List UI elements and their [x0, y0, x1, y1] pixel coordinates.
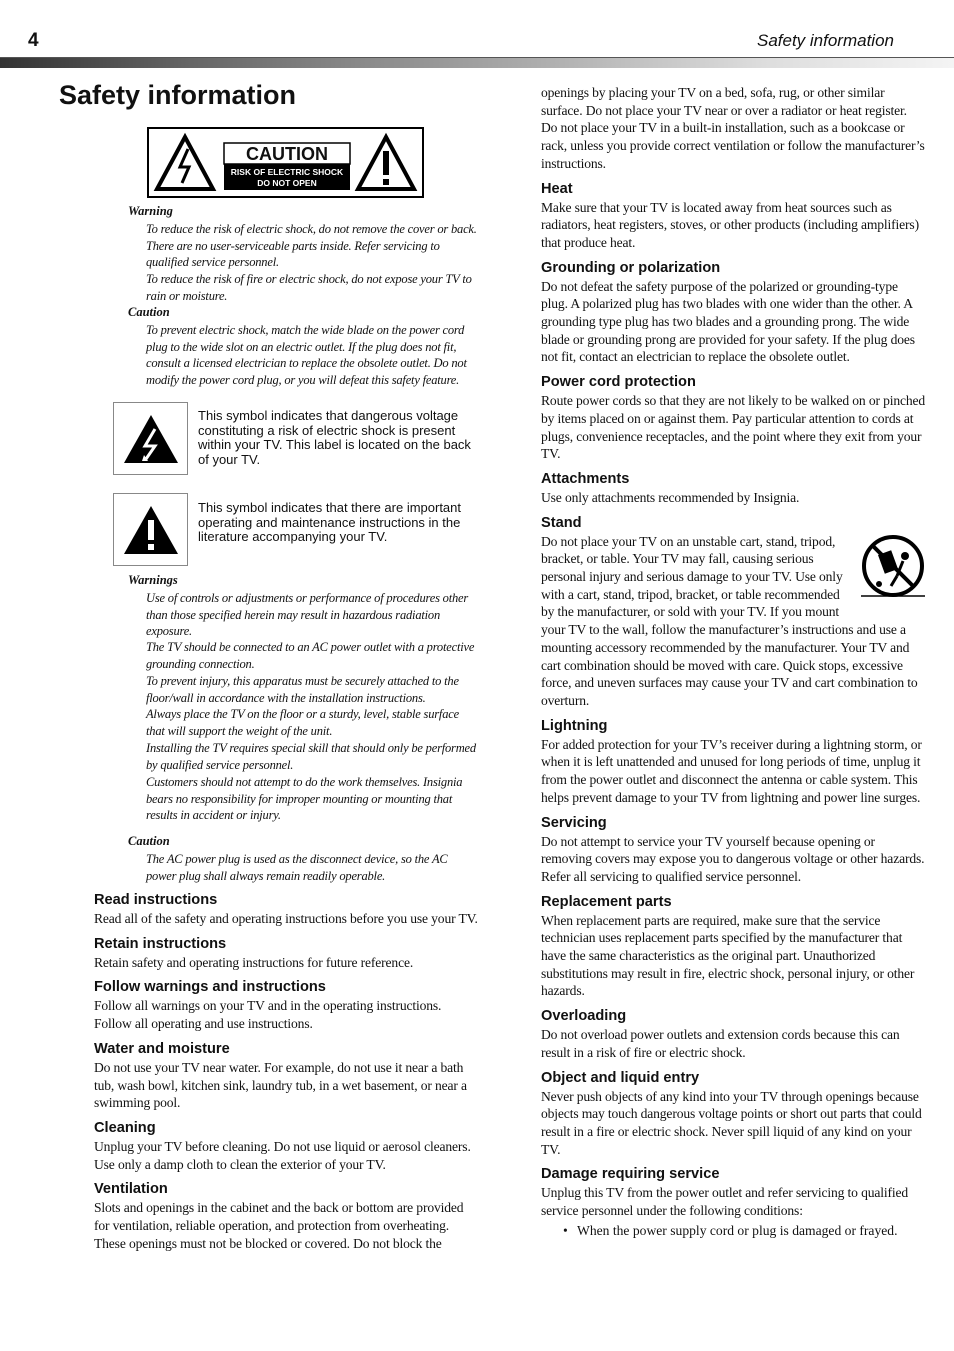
section-title: Damage requiring service [541, 1166, 720, 1183]
warning-label: Warning [128, 204, 173, 218]
warning-text-2: To reduce the risk of fire or electric shock, do not expose your TV to rain or moisture. [146, 272, 472, 303]
section-grounding [541, 259, 926, 367]
section-title: Ventilation [94, 1181, 168, 1198]
page-title: Safety information [59, 80, 297, 110]
page-number: 4 [28, 30, 39, 51]
section-title: Replacement parts [541, 893, 672, 910]
section-text: Never push objects of any kind into your TV through openings because objects may touch dangerous voltage points or short out parts that could result in a fire or electric shock. Never spill liquid of any kind on your TV. [541, 1088, 922, 1157]
section-servicing [541, 814, 926, 886]
warnings-text-6: Customers should not attempt to do the work themselves. Insignia bears no responsibility for improper mounting or mounting that results in accident or injury. [146, 775, 463, 823]
section-text: Make sure that your TV is located away from heat sources such as radiators, heat registers, stoves, or other products (including amplifiers) that produce heat. [541, 199, 919, 250]
section-title: Lightning [541, 717, 608, 734]
section-title: Cleaning [94, 1119, 156, 1136]
section-overloading [541, 1007, 926, 1061]
stand-text-narrow: Do not place your TV on an unstable cart, stand, tripod, bracket, or table. Your TV may fall, causing serious personal injury and serious damage to your TV. Use only with a cart, stand, tripod, bracket, or table recommended by the manufacturer, or sold with your TV. If you mount [541, 533, 843, 620]
ventilation-continued-text: openings by placing your TV on a bed, sofa, rug, or other similar surface. Do not place your TV near or over a radiator or heat register. Do not place your TV in a built-in installation, such as a bookcase or rack, unless you provide correct ventilation or follow the manufacturer’s instructions. [541, 85, 925, 171]
section-ventilation [94, 1180, 482, 1252]
section-title: Heat [541, 180, 573, 197]
section-text: Follow all warnings on your TV and in the operating instructions. Follow all operating and use instructions. [94, 998, 442, 1032]
section-object-liquid [541, 1069, 926, 1159]
section-replacement-parts [541, 893, 926, 1001]
lightning-symbol-box [113, 402, 188, 475]
section-text: Do not use your TV near water. For example, do not use it near a bath tub, wash bowl, kitchen sink, laundry tub, in a wet basement, or near a swimming pool. [94, 1059, 467, 1111]
section-read-instructions [94, 891, 482, 928]
section-text: Slots and openings in the cabinet and the back or bottom are provided for ventilation, reliable operation, and protection from overheating. These openings must not be blocked or covered. Do not block the [94, 1200, 464, 1251]
warnings-text-1: Use of controls or adjustments or performance of procedures other than those specified herein may result in hazardous radiation exposure. [146, 591, 469, 639]
warnings-text-2: The TV should be connected to an AC power outlet with a protective grounding connection. [146, 640, 475, 671]
section-text: Do not defeat the safety purpose of the polarized or grounding-type plug. A polarized plug has two blades with one wider than the other. A grounding type plug has two blades and a grounding prong. The wide blade or grounding prong are provided for your safety. If the plug does not fit, contact an electrician to replace the obsolete outlet. [541, 278, 915, 365]
lightning-symbol-description: This symbol indicates that dangerous voltage constituting a risk of electric shock is present within your TV. This label is located on the back of your TV. [198, 408, 471, 468]
section-stand [541, 514, 926, 710]
section-text: Do not overload power outlets and extension cords because this can result in a risk of fire or electric shock. [541, 1027, 900, 1060]
section-cleaning [94, 1119, 482, 1173]
section-title: Retain instructions [94, 935, 227, 952]
caution2-text: The AC power plug is used as the disconnect device, so the AC power plug shall always remain readily operable. [146, 852, 448, 883]
section-heat [541, 180, 926, 252]
section-text: When replacement parts are required, make sure that the service technician uses replacement parts specified by the manufacturer that have the same characteristics as the original part. Unauthorized substitutions may result in fire, electric shock, personal injury, or other hazards. [541, 912, 915, 999]
do-not-open-text: DO NOT OPEN [257, 178, 317, 188]
section-title: Object and liquid entry [541, 1069, 700, 1086]
section-text: Use only attachments recommended by Insignia. [541, 489, 800, 505]
warnings-text-3: To prevent injury, this apparatus must be securely attached to the floor/wall in accordance with the installation instructions. [146, 674, 459, 705]
section-title: Follow warnings and instructions [94, 979, 326, 996]
risk-of-shock-text: RISK OF ELECTRIC SHOCK [230, 167, 344, 177]
section-text: Retain safety and operating instructions for future reference. [94, 954, 414, 970]
section-title: Power cord protection [541, 374, 696, 391]
warnings-label: Warnings [128, 573, 178, 587]
section-title: Attachments [541, 470, 630, 487]
section-title: Water and moisture [94, 1040, 230, 1057]
section-follow-warnings [94, 978, 482, 1032]
section-text: Do not attempt to service your TV yourself because opening or removing covers may expose you to dangerous voltage or other hazards. Refer all servicing to qualified service personnel. [541, 833, 925, 884]
exclamation-symbol-description: This symbol indicates that there are important operating and maintenance instructions in the literature accompanying your TV. [198, 500, 462, 545]
section-text: Route power cords so that they are not likely to be walked on or pinched by items placed on or against them. Pay particular attention to cords at plugs, convenience receptacles, and the point where they exit from your TV. [541, 393, 926, 462]
caution-block-label: Caution [128, 305, 170, 319]
section-lightning [541, 717, 926, 807]
left-sections [94, 891, 482, 1256]
caution-label [147, 127, 424, 198]
section-title: Overloading [541, 1008, 627, 1025]
header-gradient-bar [0, 58, 954, 68]
list-item [541, 1222, 926, 1240]
section-retain-instructions [94, 935, 482, 972]
section-power-cord [541, 373, 926, 463]
section-text: Unplug this TV from the power outlet and refer servicing to qualified service personnel under the following conditions: [541, 1185, 909, 1219]
section-text: Read all of the safety and operating instructions before you use your TV. [94, 911, 478, 926]
caution-word: CAUTION [246, 144, 328, 164]
section-text: For added protection for your TV’s receiver during a lightning storm, or when it is left unattended and unused for long periods of time, unplug it from the power outlet and disconnect the antenna or cable system. This helps prevent damage to your TV from lightning and power line surges. [541, 736, 922, 805]
caution-text-1: To prevent electric shock, match the wide blade on the power cord plug to the wide slot on an electric outlet. If the plug does not fit, consult a licensed electrician to replace the obsolete outlet. Do not modify the power cord plug, or you will defeat this safety feature. [146, 323, 467, 387]
stand-text-wide: your TV to the wall, follow the manufacturer’s instructions and use a mounting accessory recommended by the manufacturer. Your TV and cart combination should be moved with care. Quick stops, excessive force, and uneven surfaces may cause your TV and cart combination to overturn. [541, 622, 918, 708]
warning-text-1: To reduce the risk of electric shock, do not remove the cover or back. There are no user-serviceable parts inside. Refer servicing to qualified service personnel. [146, 222, 477, 270]
caution2-label: Caution [128, 834, 170, 848]
section-title: Read instructions [94, 892, 218, 908]
section-text: Unplug your TV before cleaning. Do not use liquid or aerosol cleaners. Use only a damp cloth to clean the exterior of your TV. [94, 1138, 471, 1172]
section-damage-service [541, 1165, 926, 1239]
section-title: Servicing [541, 814, 607, 831]
cart-tipover-warning-icon [859, 534, 927, 600]
running-header-title: Safety information [756, 31, 894, 50]
lightning-warning-icon [114, 403, 187, 474]
section-water-moisture [94, 1040, 482, 1112]
list-item-text: When the power supply cord or plug is damaged or frayed. [577, 1222, 898, 1238]
section-title: Grounding or polarization [541, 259, 721, 276]
warnings-text-5: Installing the TV requires special skill that should only be performed by qualified service personnel. [146, 741, 476, 772]
right-column [541, 84, 926, 1243]
exclamation-warning-icon [114, 494, 187, 565]
warnings-text-4: Always place the TV on the floor or a sturdy, level, stable surface that will support the weight of the unit. [146, 707, 459, 738]
exclamation-symbol-box [113, 493, 188, 566]
section-title: Stand [541, 514, 582, 531]
section-attachments [541, 470, 926, 507]
